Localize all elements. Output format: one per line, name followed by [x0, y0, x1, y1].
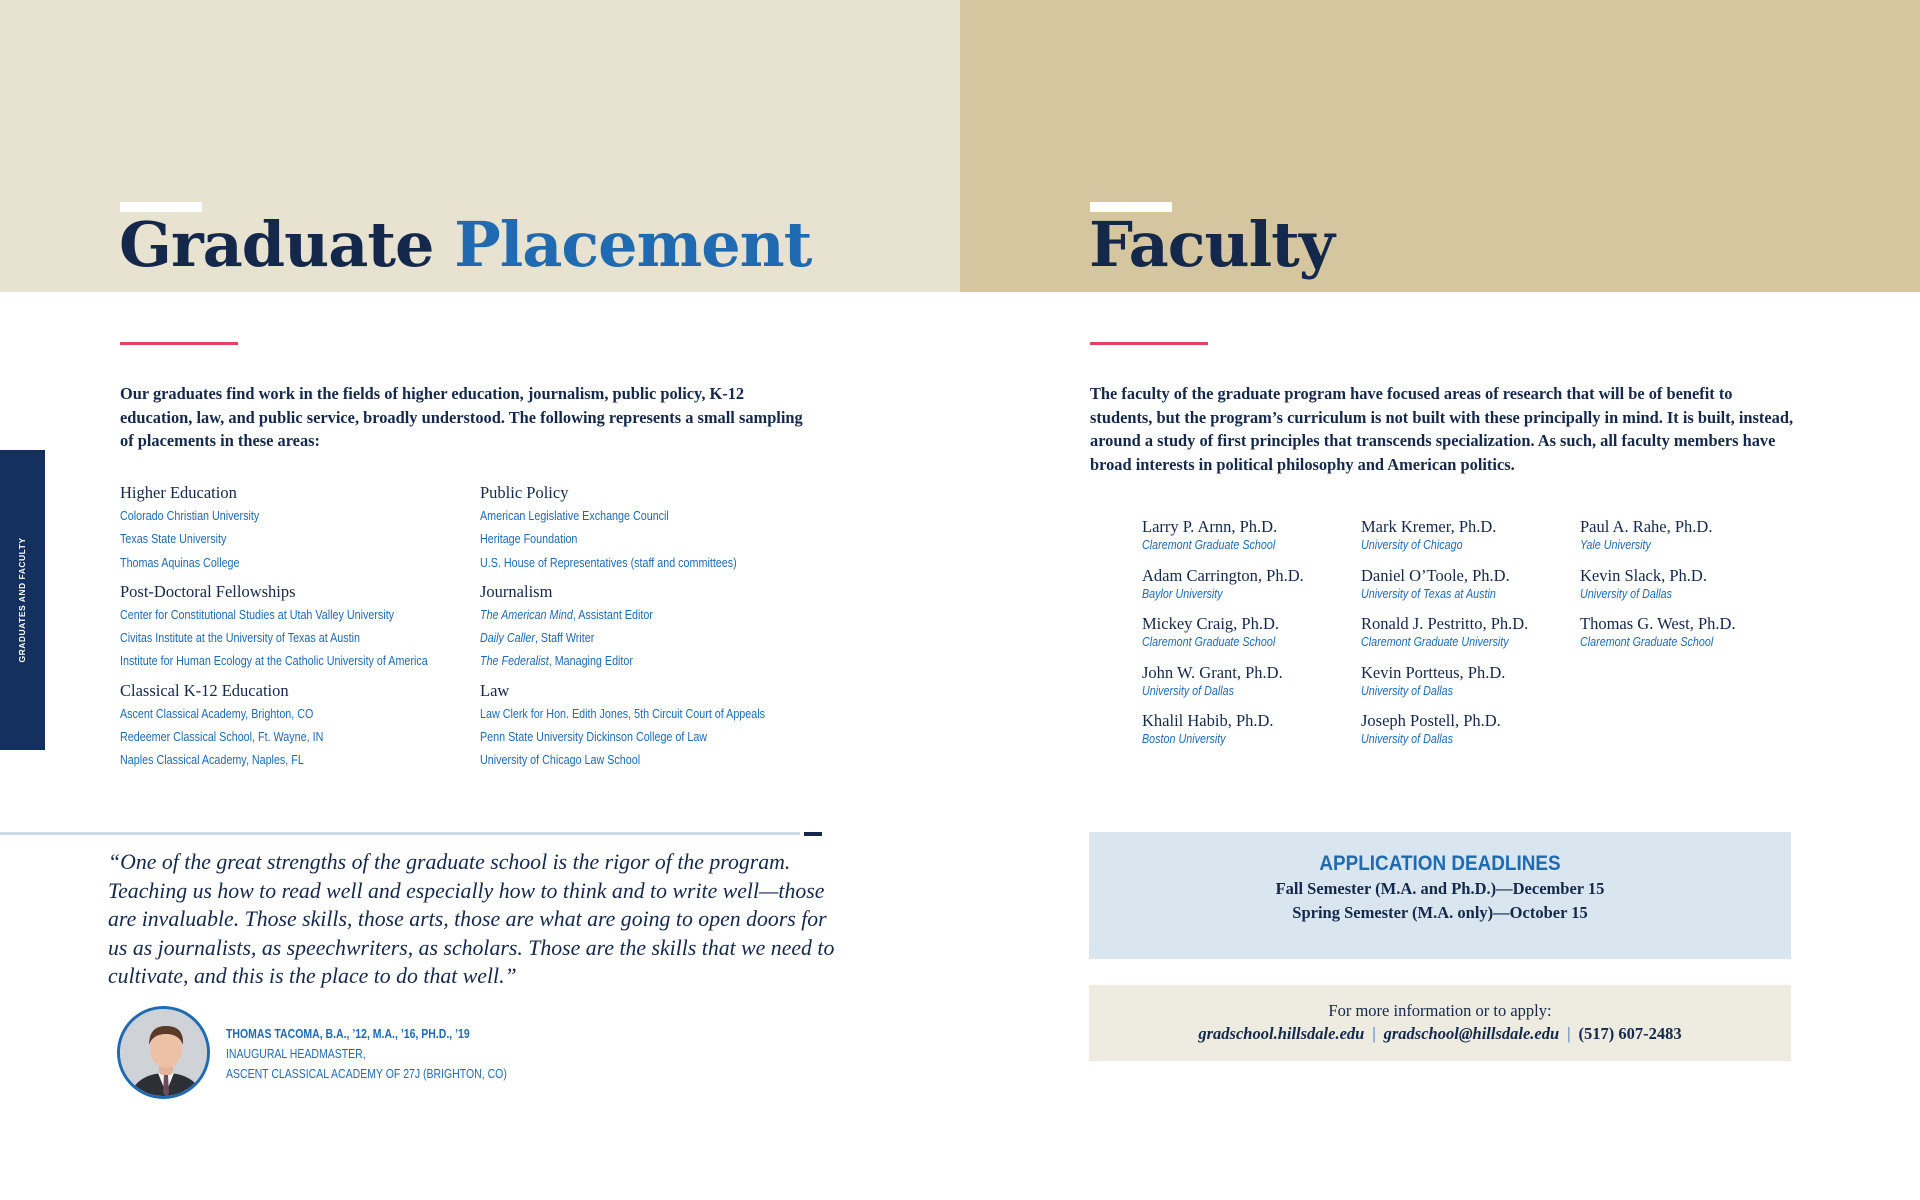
placement-column-1 [120, 482, 470, 779]
faculty-member [1580, 516, 1810, 553]
placement-item [480, 627, 841, 650]
faculty-name: Thomas G. West, Ph.D. [1580, 614, 1736, 633]
category-post-doctoral [120, 581, 470, 674]
faculty-name: Daniel O’Toole, Ph.D. [1361, 565, 1510, 585]
placement-item [480, 604, 841, 627]
faculty-member [1142, 710, 1372, 747]
category-law [480, 680, 900, 773]
email-link[interactable]: gradschool@hillsdale.edu [1383, 1024, 1560, 1043]
placement-intro: Our graduates find work in the fields of higher education, journalism, public policy, K-12 education, law, and public service, broadly understood. The following represents a small sampling of placements in these areas: [120, 384, 803, 450]
faculty-institution: University of Dallas [1580, 586, 1673, 601]
quote-divider-accent [804, 832, 822, 836]
faculty-name: John W. Grant, Ph.D. [1142, 662, 1283, 682]
category-heading: Journalism [480, 581, 553, 601]
red-divider [120, 342, 238, 345]
placement-item: Ascent Classical Academy, Brighton, CO [120, 706, 314, 721]
placement-item: Texas State University [120, 532, 227, 547]
side-tab-label: GRADUATES AND FACULTY [17, 537, 27, 663]
placement-item: Law Clerk for Hon. Edith Jones, 5th Circuit Court of Appeals [480, 706, 766, 721]
role: , Staff Writer [534, 631, 595, 646]
application-deadlines-box [1089, 832, 1791, 959]
category-heading: Law [480, 680, 510, 700]
placement-item: Institute for Human Ecology at the Catholic University of America [120, 654, 428, 669]
attribution-name: THOMAS TACOMA, B.A., ’12, M.A., ’16, PH.D., ’19 [226, 1027, 470, 1041]
faculty-name: Adam Carrington, Ph.D. [1142, 565, 1304, 585]
placement-item: American Legislative Exchange Council [480, 509, 669, 523]
testimonial-quote: “One of the great strengths of the graduate school is the rigor of the program. Teaching us how to read well and especially how to think and to write well—those are invaluable. Those skills, those arts, those are what are going to open doors for us as journalists, as speechwriters, as scholars. Those are the skills that we need to cultivate, and this is the place to do that well.” [108, 850, 835, 988]
placement-item: Thomas Aquinas College [120, 555, 240, 570]
faculty-institution: University of Dallas [1142, 683, 1235, 698]
faculty-institution: University of Texas at Austin [1361, 586, 1496, 601]
page-title-graduate-placement [119, 208, 811, 282]
role: , Managing Editor [548, 654, 633, 669]
title-part-2: Placement [454, 208, 812, 281]
faculty-member [1361, 710, 1591, 747]
publication-name: The American Mind [480, 607, 573, 622]
phone-number: (517) 607-2483 [1578, 1024, 1682, 1043]
separator: | [1372, 1024, 1376, 1043]
contact-line [1089, 1022, 1791, 1045]
testimonial-attribution [226, 1024, 560, 1084]
placement-item: Center for Constitutional Studies at Utah Valley University [120, 607, 395, 622]
placement-item: Colorado Christian University [120, 509, 260, 523]
spring-deadline: Spring Semester (M.A. only)—October 15 [1292, 902, 1588, 922]
faculty-institution: Claremont Graduate School [1142, 635, 1276, 649]
faculty-name: Paul A. Rahe, Ph.D. [1580, 517, 1713, 536]
placement-item: University of Chicago Law School [480, 753, 641, 768]
faculty-member [1580, 565, 1810, 602]
contact-info-box [1089, 985, 1791, 1061]
separator: | [1567, 1024, 1571, 1043]
category-higher-education [120, 482, 470, 575]
faculty-member [1142, 516, 1372, 553]
faculty-institution: Claremont Graduate School [1142, 538, 1276, 552]
category-journalism [480, 581, 900, 674]
attribution-title: INAUGURAL HEADMASTER, [226, 1047, 366, 1061]
faculty-member [1142, 565, 1372, 602]
faculty-institution: Boston University [1142, 732, 1226, 746]
faculty-name: Mark Kremer, Ph.D. [1361, 517, 1497, 536]
side-tab [0, 450, 45, 750]
faculty-name: Kevin Slack, Ph.D. [1580, 565, 1707, 585]
faculty-member [1142, 662, 1372, 699]
portrait-image [120, 1009, 210, 1099]
faculty-name: Ronald J. Pestritto, Ph.D. [1361, 614, 1529, 633]
category-heading: Higher Education [120, 483, 237, 502]
faculty-member [1361, 565, 1591, 602]
faculty-institution: University of Dallas [1361, 732, 1454, 746]
info-heading: For more information or to apply: [1328, 1001, 1552, 1020]
faculty-name: Khalil Habib, Ph.D. [1142, 711, 1274, 730]
placement-item: Redeemer Classical School, Ft. Wayne, IN [120, 730, 324, 745]
title-part-1: Graduate [119, 208, 434, 281]
category-classical-k12 [120, 680, 470, 773]
placement-column-2 [480, 482, 900, 779]
faculty-institution: University of Dallas [1361, 683, 1454, 698]
category-heading: Public Policy [480, 483, 569, 502]
faculty-member [1580, 613, 1810, 650]
category-public-policy [480, 482, 900, 575]
role: , Assistant Editor [572, 607, 653, 622]
category-heading: Classical K-12 Education [120, 680, 289, 700]
page-title-faculty [1089, 208, 1334, 282]
attribution-organization: ASCENT CLASSICAL ACADEMY OF 27J (BRIGHTON, CO) [226, 1067, 507, 1081]
faculty-name: Mickey Craig, Ph.D. [1142, 614, 1280, 633]
placement-item: U.S. House of Representatives (staff and committees) [480, 555, 737, 570]
faculty-institution: Baylor University [1142, 586, 1223, 601]
placement-item: Penn State University Dickinson College of Law [480, 730, 708, 745]
faculty-member [1361, 613, 1591, 650]
faculty-name: Larry P. Arnn, Ph.D. [1142, 517, 1278, 536]
faculty-institution: Yale University [1580, 538, 1651, 552]
faculty-institution: Claremont Graduate School [1580, 635, 1714, 649]
publication-name: The Federalist [480, 654, 549, 669]
website-link[interactable]: gradschool.hillsdale.edu [1198, 1024, 1365, 1043]
faculty-name: Joseph Postell, Ph.D. [1361, 711, 1501, 730]
deadlines-heading: APPLICATION DEADLINES [1319, 852, 1561, 875]
fall-deadline: Fall Semester (M.A. and Ph.D.)—December 15 [1275, 879, 1605, 898]
category-heading: Post-Doctoral Fellowships [120, 581, 296, 601]
faculty-institution: Claremont Graduate University [1361, 635, 1509, 649]
avatar [117, 1006, 210, 1099]
placement-item: Civitas Institute at the University of Texas at Austin [120, 631, 361, 646]
quote-divider [0, 832, 800, 835]
faculty-member [1361, 516, 1591, 553]
faculty-name: Kevin Portteus, Ph.D. [1361, 662, 1506, 682]
faculty-member [1142, 613, 1372, 650]
placement-item: Naples Classical Academy, Naples, FL [120, 753, 304, 768]
placement-item: Heritage Foundation [480, 532, 578, 547]
faculty-institution: University of Chicago [1361, 538, 1463, 552]
red-divider [1090, 342, 1208, 345]
publication-name: Daily Caller [480, 631, 535, 646]
faculty-intro: The faculty of the graduate program have focused areas of research that will be of benefit to students, but the program’s curriculum is not built with these principally in mind. It is built, instead, around a study of first principles that transcends specialization. As such, all faculty members have broad interests in political philosophy and American politics. [1090, 384, 1794, 474]
faculty-member [1361, 662, 1591, 699]
faculty-title: Faculty [1089, 208, 1334, 281]
placement-item [480, 650, 841, 673]
